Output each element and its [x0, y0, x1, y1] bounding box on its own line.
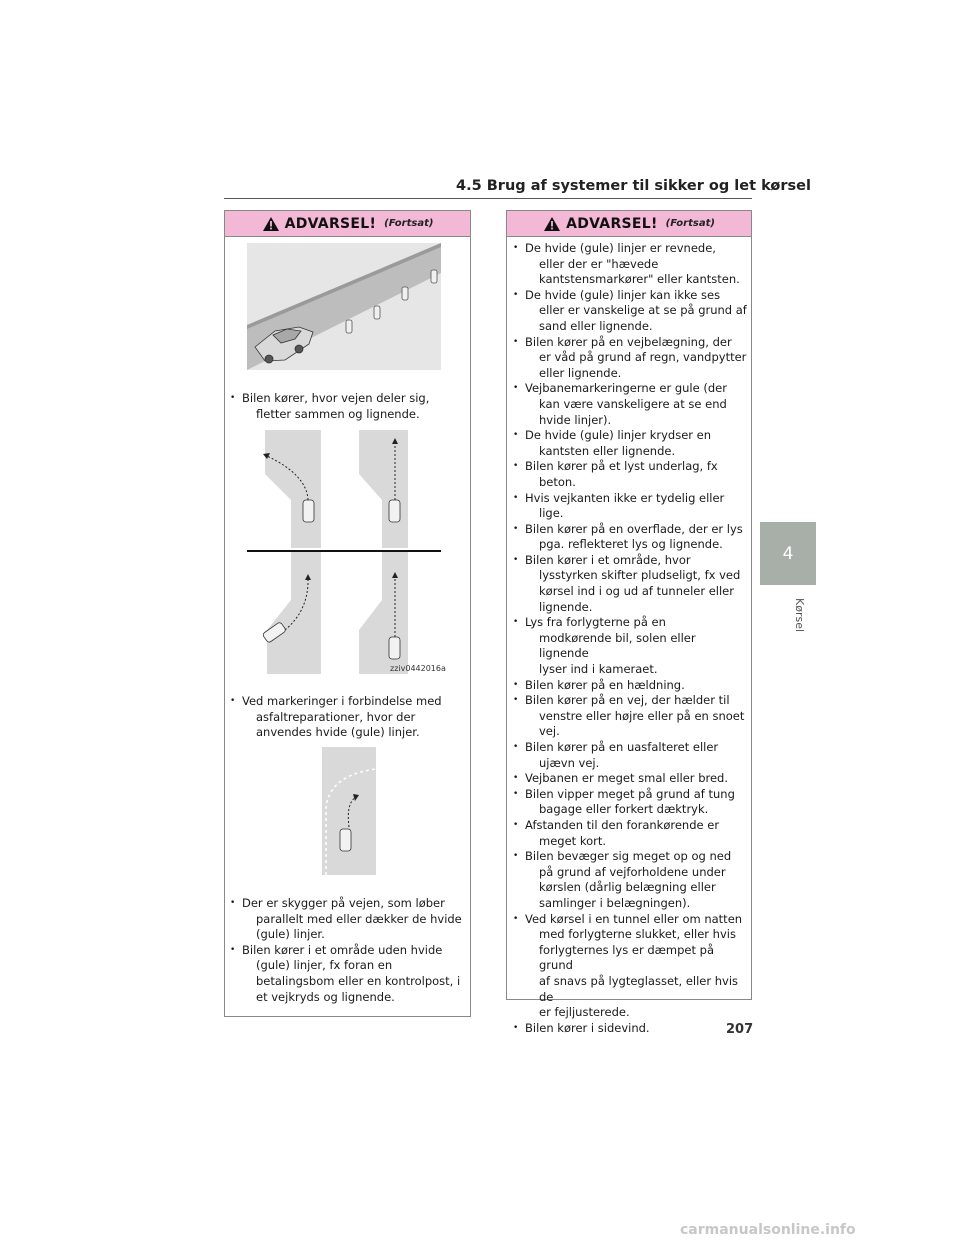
list-item: • Bilen kører på et lyst underlag, fx beton.: [511, 459, 747, 490]
page-number: 207: [726, 1022, 754, 1037]
list-item: • Bilen bevæger sig meget op og ned på grund af vejforholdene under kørslen (dårlig belægning eller samlinger i belægningen).: [511, 849, 747, 911]
list-item: • Bilen kører på en vej, der hælder til venstre eller højre eller på en snoet vej.: [511, 693, 747, 740]
list-item: • Lys fra forlygterne på en modkørende bil, solen eller lignende lyser ind i kameraet.: [511, 615, 747, 677]
list-item: • Bilen vipper meget på grund af tung bagage eller forkert dæktryk.: [511, 787, 747, 818]
warning-header: [507, 211, 751, 237]
list-item: • Bilen kører i sidevind.: [511, 1021, 747, 1037]
list-item: • Hvis vejkanten ikke er tydelig eller lige.: [511, 491, 747, 522]
warning-title: ADVARSEL!: [284, 215, 377, 232]
chapter-tab[interactable]: [760, 522, 816, 585]
warning-subtitle: (Fortsat): [665, 218, 715, 229]
warning-triangle-icon: [543, 216, 561, 232]
left-item-1: • Bilen kører, hvor vejen deler sig, fletter sammen og lignende.: [228, 391, 464, 422]
list-item: • Bilen kører på en hældning.: [511, 678, 747, 694]
warning-triangle-icon: [262, 216, 280, 232]
list-item: • Bilen kører i et område, hvor lysstyrken skifter pludseligt, fx ved kørsel ind i og ud af tunneler eller lignende.: [511, 553, 747, 615]
list-item: • Vejbanen er meget smal eller bred.: [511, 771, 747, 787]
list-item: • De hvide (gule) linjer kan ikke ses eller er vanskelige at se på grund af sand eller lignende.: [511, 288, 747, 335]
chapter-label: Kørsel: [793, 598, 806, 633]
warning-subtitle: (Fortsat): [384, 218, 434, 229]
left-item-3: • Der er skygger på vejen, som løber parallelt med eller dækker de hvide (gule) linjer. • Bilen kører i et område uden hvide (gule) linjer, fx foran en betalingsbom eller en kontrolpost, i et vejkryds og lignende.: [228, 896, 464, 1005]
warning-header: [225, 211, 470, 237]
list-item: • Bilen kører på en overflade, der er lys pga. reflekteret lys og lignende.: [511, 522, 747, 553]
left-item-2: • Ved markeringer i forbindelse med asfaltreparationer, hvor der anvendes hvide (gule) linjer.: [228, 694, 464, 741]
list-item: • Bilen kører på en uasfalteret eller ujævn vej.: [511, 740, 747, 771]
right-item-list: [511, 241, 747, 1036]
watermark: carmanualsonline.info: [680, 1222, 856, 1238]
list-item: • Vejbanemarkeringerne er gule (der kan være vanskeligere at se end hvide linjer).: [511, 381, 747, 428]
figure-code: zziv0442016a: [390, 664, 446, 673]
list-item: • De hvide (gule) linjer er revnede, eller der er "hævede kantstensmarkører" eller kantsten.: [511, 241, 747, 288]
section-header: 4.5 Brug af systemer til sikker og let kørsel: [456, 178, 811, 194]
list-item: • De hvide (gule) linjer krydser en kantsten eller lignende.: [511, 428, 747, 459]
figure-road-kerb-markers: [247, 243, 441, 370]
warning-title: ADVARSEL!: [566, 215, 658, 232]
figure-repair-markings: [322, 747, 376, 875]
list-item: • Bilen kører på en vejbelægning, der er våd på grund af regn, vandpytter eller lignende.: [511, 335, 747, 382]
list-item: • Afstanden til den forankørende er meget kort.: [511, 818, 747, 849]
figure-lane-split-merge: [247, 430, 441, 674]
list-item: • Ved kørsel i en tunnel eller om natten med forlygterne slukket, eller hvis forlygternes lys er dæmpet på grund af snavs på lygteglasset, eller hvis de er fejljusterede.: [511, 912, 747, 1021]
header-rule: [224, 198, 752, 199]
chapter-number: 4: [782, 543, 794, 564]
